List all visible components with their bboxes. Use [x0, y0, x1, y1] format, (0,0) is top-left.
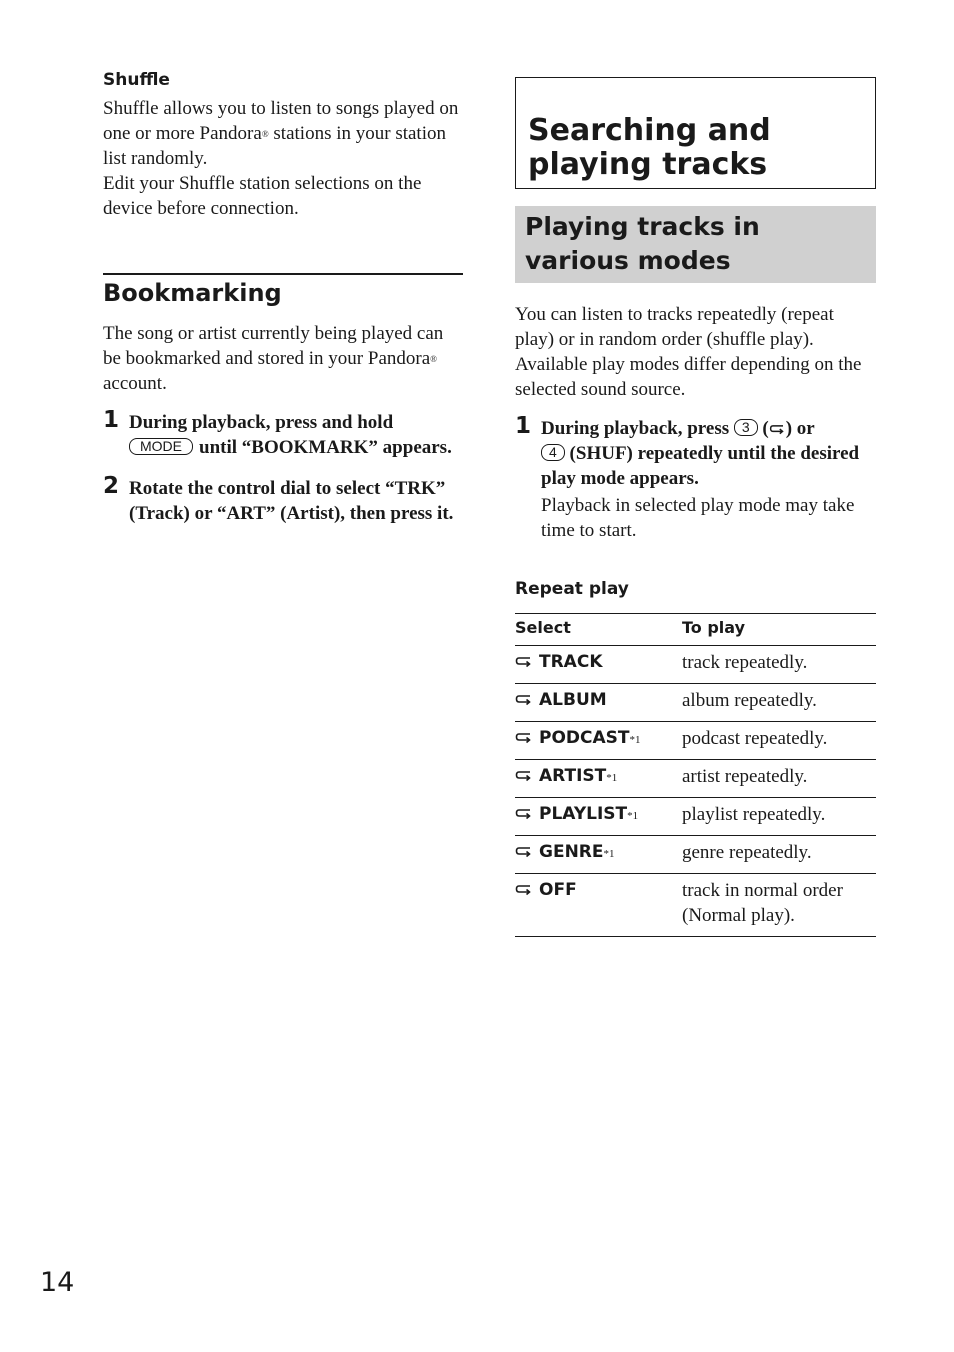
shuffle-paragraph — [103, 96, 463, 171]
repeat-icon — [515, 732, 533, 744]
select-cell — [515, 798, 682, 836]
shuffle-heading: Shuffle — [103, 70, 170, 90]
select-cell — [515, 874, 682, 937]
step-text-a: During playback, press and hold — [129, 412, 394, 433]
step-text-a: During playback, press — [541, 418, 730, 439]
repeat-icon — [515, 694, 533, 706]
step-number: 2 — [103, 473, 120, 499]
step-text — [541, 416, 876, 491]
shuffle-text-a: Shuffle allows you to listen to songs played on one or more Pandora — [103, 98, 459, 144]
mode-label: TRACK — [539, 652, 603, 672]
section-heading-band — [515, 206, 876, 283]
repeat-play-heading: Repeat play — [515, 579, 629, 599]
table-header-row — [515, 614, 876, 646]
button-4-glyph: 4 — [541, 444, 565, 461]
footnote-mark: *1 — [627, 810, 639, 822]
step-text — [129, 410, 463, 460]
table-body — [515, 646, 876, 937]
mode-label: PLAYLIST — [539, 804, 628, 824]
mode-label: GENRE — [539, 842, 604, 862]
step-text-b: ( — [762, 418, 769, 439]
select-cell — [515, 760, 682, 798]
repeat-icon — [515, 884, 533, 896]
table-row — [515, 760, 876, 798]
repeat-icon — [515, 808, 533, 820]
registered-mark: ® — [261, 129, 269, 139]
mode-label: OFF — [539, 880, 577, 900]
repeat-icon — [515, 846, 533, 858]
shuffle-paragraph-2: Edit your Shuffle station selections on the device before connection. — [103, 173, 422, 219]
play-mode-step-1 — [515, 413, 876, 543]
bookmarking-text-b: account. — [103, 373, 167, 394]
select-cell — [515, 684, 682, 722]
to-play-cell: genre repeatedly. — [682, 836, 876, 874]
step-text-c: ) or — [785, 418, 815, 439]
bookmarking-paragraph — [103, 321, 463, 396]
shuffle-text-b: stations in your station list randomly. — [103, 123, 446, 169]
bookmark-step-1 — [103, 407, 463, 460]
left-column — [103, 70, 463, 526]
step-text-d: (SHUF) repeatedly until the desired play mode appears. — [541, 443, 860, 489]
button-3-glyph: 3 — [734, 419, 758, 436]
shuffle-section — [103, 70, 463, 221]
page-number: 14 — [40, 1267, 75, 1298]
step-number: 1 — [515, 413, 532, 439]
step-text-b: until “BOOKMARK” appears. — [199, 437, 452, 458]
mode-label: ALBUM — [539, 690, 607, 710]
mode-button-glyph: MODE — [129, 438, 193, 455]
table-row — [515, 646, 876, 684]
to-play-cell: track in normal order (Normal play). — [682, 874, 876, 937]
footnote-mark: *1 — [606, 772, 618, 784]
select-cell — [515, 646, 682, 684]
mode-label: PODCAST — [539, 728, 630, 748]
table-row — [515, 836, 876, 874]
bookmarking-section — [103, 273, 463, 526]
step-number: 1 — [103, 407, 120, 433]
section-heading: Playing tracks in various modes — [525, 212, 760, 275]
to-play-cell: track repeatedly. — [682, 646, 876, 684]
footnote-mark: *1 — [629, 734, 641, 746]
table-row — [515, 798, 876, 836]
to-play-cell: album repeatedly. — [682, 684, 876, 722]
bookmarking-text-a: The song or artist currently being played can be bookmarked and stored in your Pandora — [103, 323, 444, 369]
to-play-cell: podcast repeatedly. — [682, 722, 876, 760]
select-cell — [515, 722, 682, 760]
column-header-select: Select — [515, 614, 682, 646]
bookmarking-heading: Bookmarking — [103, 279, 282, 307]
to-play-cell: playlist repeatedly. — [682, 798, 876, 836]
bookmark-step-2 — [103, 473, 463, 526]
footnote-mark: *1 — [603, 848, 615, 860]
right-column — [515, 77, 876, 937]
mode-label: ARTIST — [539, 766, 607, 786]
registered-mark: ® — [430, 354, 437, 364]
chapter-title-box — [515, 77, 876, 189]
step-note: Playback in selected play mode may take time to start. — [541, 495, 855, 541]
repeat-modes-table — [515, 613, 876, 937]
step-text: Rotate the control dial to select “TRK” (Track) or “ART” (Artist), then press it. — [129, 478, 454, 524]
repeat-icon — [515, 770, 533, 782]
repeat-icon — [515, 656, 533, 668]
table-row — [515, 722, 876, 760]
table-row — [515, 874, 876, 937]
to-play-cell: artist repeatedly. — [682, 760, 876, 798]
repeat-icon — [769, 424, 786, 435]
table-row — [515, 684, 876, 722]
chapter-title: Searching and playing tracks — [528, 113, 771, 182]
column-header-to-play: To play — [682, 614, 876, 646]
select-cell — [515, 836, 682, 874]
intro-paragraph: You can listen to tracks repeatedly (repeat play) or in random order (shuffle play). Available play modes differ depending on the selected sound source. — [515, 304, 862, 400]
